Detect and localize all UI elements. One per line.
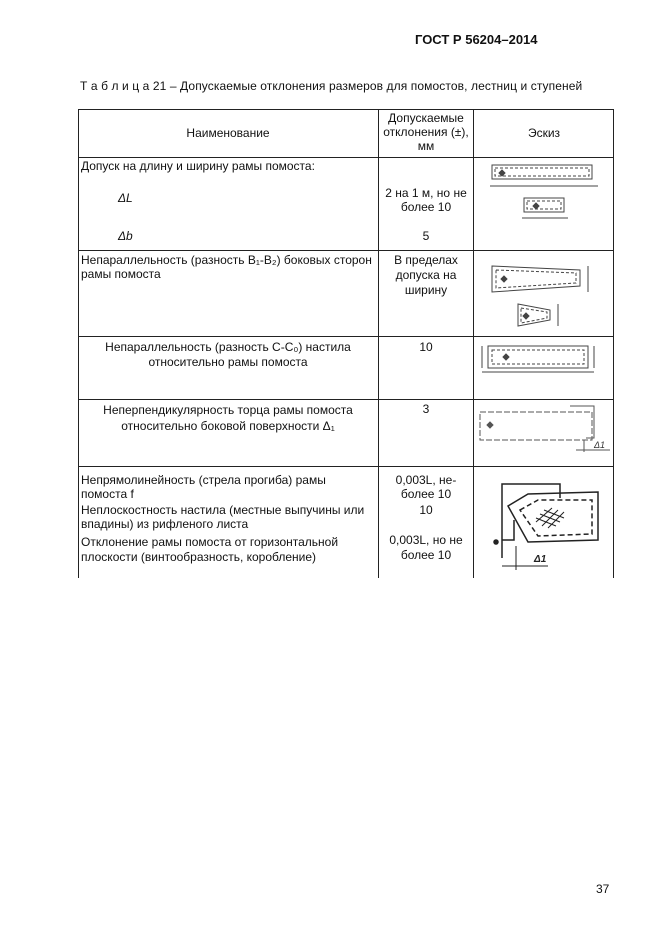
row-1-delta-l: ΔL [118, 191, 133, 205]
row-divider [78, 466, 614, 467]
table-border [78, 109, 614, 110]
sketch-side-parallelism [488, 258, 608, 333]
row-1-value-b: 5 [422, 229, 430, 243]
document-id: ГОСТ Р 56204–2014 [415, 32, 538, 47]
column-header-name: Наименование [186, 126, 270, 140]
row-4-name: Неперпендикулярность торца рамы помоста относительно боковой поверхности Δ₁ [103, 403, 353, 433]
row-5-value-3: 0,003L, но не более 10 [389, 533, 463, 562]
sketch-flatness-straightness [488, 470, 613, 575]
row-1-delta-b: Δb [118, 229, 133, 243]
row-5-name-1: Непрямолинейность (стрела прогиба) рамы помоста f [81, 473, 326, 501]
row-2-name: Непараллельность (разность B₁-B₂) боковых сторон рамы помоста [81, 253, 372, 281]
col-divider [78, 109, 79, 578]
row-3-name: Непараллельность (разность C-C₀) настила относительно рамы помоста [105, 340, 351, 369]
col-divider [473, 109, 474, 578]
row-2-value: В пределах допуска на ширину [394, 253, 458, 297]
row-divider [78, 157, 614, 158]
row-3-value: 10 [419, 340, 433, 354]
delta1-label: Δ1 [594, 440, 606, 450]
sketch-platform-length-width [488, 162, 608, 242]
page-number: 37 [596, 882, 610, 896]
row-divider [78, 336, 614, 337]
row-5-value-1: 0,003L, не-более 10 [395, 473, 457, 501]
row-divider [78, 399, 614, 400]
column-header-sketch: Эскиз [527, 126, 561, 140]
row-5-name-3: Отклонение рамы помоста от горизонтальной плоскости (винтообразность, коробление) [81, 535, 339, 564]
column-header-tolerance: Допускаемые отклонения (±), мм [383, 111, 469, 153]
sketch-deck-parallelism [476, 342, 611, 382]
row-divider [78, 250, 614, 251]
table-caption: Т а б л и ц а 21 – Допускаемые отклонения размеров для помостов, лестниц и ступеней [80, 79, 583, 93]
sketch-end-perpendicularity [476, 402, 611, 457]
row-1-value-l: 2 на 1 м, но не более 10 [385, 186, 467, 214]
delta1-label: Δ1 [534, 554, 547, 565]
row-5-name-2: Неплоскостность настила (местные выпучины или впадины) из рифленого листа [81, 503, 365, 531]
col-divider [613, 109, 614, 578]
row-4-value: 3 [422, 402, 430, 416]
row-1-name: Допуск на длину и ширину рамы помоста: [81, 159, 315, 173]
row-5-value-2: 10 [419, 503, 433, 517]
